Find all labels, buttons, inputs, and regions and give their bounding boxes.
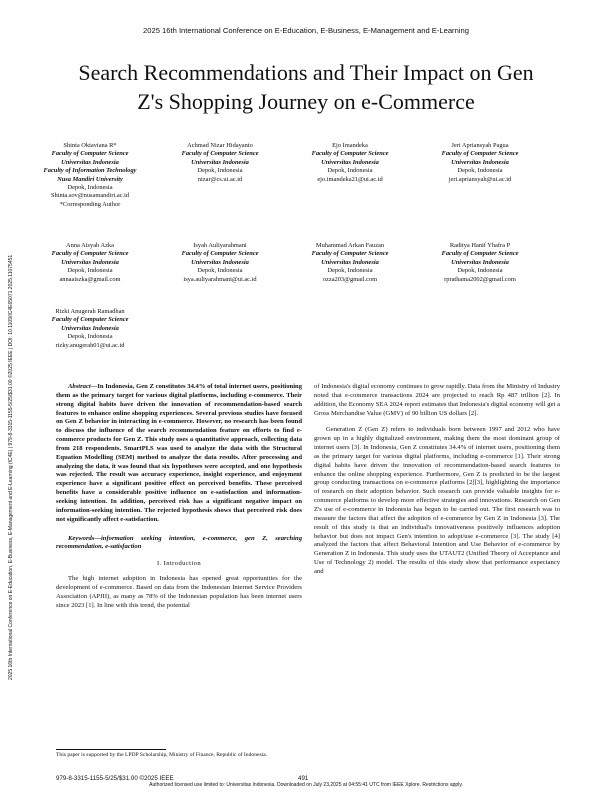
author-location: Depok, Indonesia bbox=[67, 184, 113, 192]
author-email[interactable]: ejo.imandeka21@ui.ac.id bbox=[317, 175, 383, 183]
author-name: Rizki Anugerah Ramadhan bbox=[55, 308, 125, 315]
author-card bbox=[280, 142, 420, 184]
abstract-label: Abstract— bbox=[68, 383, 98, 390]
footnote: This paper is supported by the LPDP Scholarship, Ministry of Finance, Republic of Indonesia. bbox=[56, 752, 268, 758]
abstract bbox=[56, 383, 302, 525]
author-location: Depok, Indonesia bbox=[457, 267, 503, 275]
author-location: Depok, Indonesia bbox=[457, 167, 503, 175]
title-line-1: Search Recommendations and Their Impact on Gen bbox=[78, 60, 534, 85]
side-doi-note: 2025 16th International Conference on E-Education, E-Business, E-Management and E-Learning (IC4E) | 979-8-3315-1155-5/25/$31.00 ©2025 IEEE | DOI: 10.1109/IC4E65071.2025.11075451 bbox=[8, 254, 14, 680]
author-affiliation: Universitas Indonesia bbox=[191, 158, 249, 166]
author-email[interactable]: ozza203@gmail.com bbox=[322, 275, 378, 283]
author-email[interactable]: annaaiszka@gmail.com bbox=[59, 275, 121, 283]
author-name: Achmad Nizar Hidayanto bbox=[187, 142, 253, 149]
author-email[interactable]: jeri.apriansyah@ui.ac.id bbox=[448, 175, 512, 183]
author-affiliation: Faculty of Computer Science bbox=[311, 150, 389, 158]
author-affiliation: Faculty of Information Technology bbox=[43, 167, 137, 175]
left-column bbox=[56, 383, 302, 610]
section-heading: I. Introduction bbox=[156, 560, 202, 568]
author-card bbox=[20, 308, 160, 350]
author-affiliation: Faculty of Computer Science bbox=[181, 250, 259, 258]
author-email[interactable]: rizky.anugerah01@ui.ac.id bbox=[55, 341, 125, 349]
author-affiliation: Faculty of Computer Science bbox=[181, 150, 259, 158]
author-card bbox=[410, 242, 550, 284]
isbn-line: 979-8-3315-1155-5/25/$31.00 ©2025 IEEE bbox=[56, 775, 174, 782]
author-email[interactable]: rprathama2002@gmail.com bbox=[444, 275, 516, 283]
author-note: *Corresponding Author bbox=[59, 200, 121, 208]
author-card bbox=[20, 142, 160, 209]
conference-header: 2025 16th International Conference on E-Education, E-Business, E-Management and E-Learning bbox=[143, 26, 469, 35]
author-affiliation: Universitas Indonesia bbox=[321, 258, 379, 266]
author-affiliation: Universitas Indonesia bbox=[451, 258, 509, 266]
author-affiliation: Nusa Mandiri University bbox=[57, 175, 123, 183]
author-location: Depok, Indonesia bbox=[327, 267, 373, 275]
author-card bbox=[150, 242, 290, 284]
right-column bbox=[314, 383, 560, 577]
author-location: Depok, Indonesia bbox=[67, 333, 113, 341]
author-affiliation: Faculty of Computer Science bbox=[51, 150, 129, 158]
footnote-rule bbox=[56, 749, 166, 750]
author-affiliation: Faculty of Computer Science bbox=[51, 250, 129, 258]
keywords: Keywords—information seeking intention, e-commerce, gen Z, searching recommendation, e-satisfaction bbox=[56, 534, 302, 551]
author-affiliation: Universitas Indonesia bbox=[191, 258, 249, 266]
author-name: Muhammad Arkan Fauzan bbox=[315, 242, 385, 249]
author-location: Depok, Indonesia bbox=[67, 267, 113, 275]
author-affiliation: Faculty of Computer Science bbox=[441, 150, 519, 158]
author-card bbox=[280, 242, 420, 284]
paper-title bbox=[40, 58, 572, 116]
author-card bbox=[150, 142, 290, 184]
author-name: Raditya Hanif Yhafra P bbox=[449, 242, 511, 249]
author-card bbox=[410, 142, 550, 184]
author-affiliation: Universitas Indonesia bbox=[61, 324, 119, 332]
author-location: Depok, Indonesia bbox=[197, 267, 243, 275]
author-card bbox=[20, 242, 160, 284]
author-affiliation: Universitas Indonesia bbox=[451, 158, 509, 166]
author-affiliation: Universitas Indonesia bbox=[61, 158, 119, 166]
license-note: Authorized licensed use limited to: Universitas Indonesia. Downloaded on July 23,2025 at 04:55:41 UTC from IEEE Xplore. Restrictions apply. bbox=[149, 782, 463, 788]
intro-paragraph: The high internet adoption in Indonesia has opened great opportunities for the development of e-commerce. Based on data from the Indonesian Internet Service Providers Association (APJII), as many as 78% of the Indonesian population has been internet users since 2023 [1]. In line with this trend, the potential bbox=[56, 575, 302, 609]
author-name: Isyah Auliyarahmani bbox=[193, 242, 247, 249]
author-email[interactable]: isya.auliyarahmani@ui.ac.id bbox=[183, 275, 257, 283]
author-name: Anna Aisyah Azka bbox=[66, 242, 114, 249]
author-affiliation: Universitas Indonesia bbox=[321, 158, 379, 166]
author-email[interactable]: Shinta.sov@nusamandiri.ac.id bbox=[50, 192, 130, 200]
body-paragraph-2: Generation Z (Gen Z) refers to individuals born between 1997 and 2012 who have grown up in a highly digitalized environment, making them the most dominant group of internet users [3]. In Indonesia, Gen Z constitutes 34.4% of internet users, positioning them as the primary target for various digital platforms, including e-commerce [1]. Their strong digital habits have driven the innovation of recommendation-based search features to enhance the online shopping experience. Furthermore, Gen Z is predicted to be the largest group conducting transactions on e-commerce platforms [2][3], highlighting the importance of research on their adoption behavior. Such research can provide valuable insights for e-commerce platforms to develop more effective strategies and innovations. Research on Gen Z's use of e-commerce in Indonesia has begun to be carried out. The first research was to measure the factors that affect the adoption of e-commerce by Gen Z in Indonesia [3]. The result of this study is that an individual's innovativeness positively influences adoption behavior but does not impact Gen's intention to adopt/use e-commerce [3]. The study [4] analyzed the factors that affect Behavioral Intention and Use Behavior of e-commerce by Generation Z in Indonesia. This study uses the UTAUT2 (Unified Theory of Acceptance and Use of Technology 2) model. The results of this study show that performance expectancy and bbox=[314, 426, 560, 575]
author-affiliation: Faculty of Computer Science bbox=[51, 316, 129, 324]
author-location: Depok, Indonesia bbox=[327, 167, 373, 175]
author-name: Shinta Oktaviana R* bbox=[63, 142, 117, 149]
author-name: Jeri Apriansyah Pagua bbox=[451, 142, 509, 149]
title-line-2: Z's Shopping Journey on e-Commerce bbox=[137, 89, 475, 114]
author-name: Ejo Imandeka bbox=[332, 142, 368, 149]
author-affiliation: Faculty of Computer Science bbox=[441, 250, 519, 258]
author-email[interactable]: nizar@cs.ui.ac.id bbox=[197, 175, 243, 183]
author-affiliation: Universitas Indonesia bbox=[61, 258, 119, 266]
body-paragraph-1: of Indonesia's digital economy continues to grow rapidly. Data from the Ministry of Industry noted that e-commerce transactions 2024 are projected to reach Rp 487 trillion [2]. In addition, the Economy SEA 2024 report estimates that Indonesia's digital economy will get a Gross Merchandise Value (GMV) of 90 billion US dollars [2]. bbox=[314, 383, 560, 417]
page-number: 491 bbox=[298, 775, 309, 782]
abstract-text: In Indonesia, Gen Z constitutes 34.4% of total internet users, positioning them as the primary target for various digital platforms, including e-commerce. Their strong digital habits have driven the innovation of recommendation-based search features to enhance online shopping experiences. Several previous studies have focused on Gen Z behavior in interacting in e-commerce. However, no research has been found to discuss the influence of the search recommendation feature on efforts to find e-commerce products for Gen Z. This study uses a quantitative approach, collecting data from 218 respondents. SmartPLS was used to analyze the data with the Structural Equation Modelling (SEM) method to analyze the data results. After processing and analyzing the data, it was found that six hypotheses were accepted, and one hypothesis was rejected. The result was accuracy experience, insight experience, and enjoyment experience have a significant positive effect on perceived benefits. These perceived benefits have a considerable positive influence on e-satisfaction and information-seeking intention. In addition, perceived risk has a significant negative impact on information-seeking intention. The rejected hypothesis shows that perceived risk does not significantly affect e-satisfaction. bbox=[56, 383, 302, 523]
author-location: Depok, Indonesia bbox=[197, 167, 243, 175]
author-affiliation: Faculty of Computer Science bbox=[311, 250, 389, 258]
